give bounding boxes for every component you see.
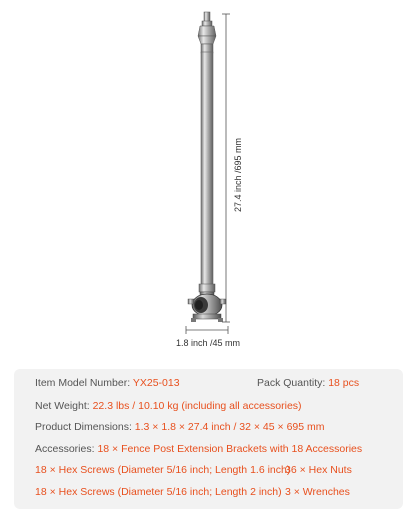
width-dimension-line [186, 326, 228, 334]
post-rod [201, 52, 213, 292]
product-dimensions-label: Product Dimensions: [35, 421, 132, 433]
bottom-clamp [188, 292, 226, 322]
product-dimensions-value: 1.3 × 1.8 × 27.4 inch / 32 × 45 × 695 mm [134, 421, 325, 433]
accessory-wrenches: 3 × Wrenches [285, 486, 350, 498]
accessories-label: Accessories: [35, 443, 95, 455]
net-weight-label: Net Weight: [35, 400, 90, 412]
item-model-label: Item Model Number: [35, 377, 131, 389]
specifications-panel [14, 369, 403, 509]
accessories-row [35, 443, 362, 456]
accessories-value: 18 × Fence Post Extension Brackets with 18 Accessories [97, 443, 363, 455]
product-dimensions-row [35, 421, 325, 434]
accessory-hex-screws-long: 18 × Hex Screws (Diameter 5/16 inch; Length 2 inch) [35, 486, 282, 498]
item-model-row [35, 377, 180, 390]
width-dimension-label: 1.8 inch /45 mm [176, 338, 241, 348]
pack-quantity-row [257, 377, 359, 390]
item-model-value: YX25-013 [132, 377, 180, 389]
pack-quantity-value: 18 pcs [328, 377, 360, 389]
top-bolt [198, 12, 216, 53]
net-weight-value: 22.3 lbs / 10.10 kg (including all accessories) [92, 400, 302, 412]
accessory-hex-screws-short: 18 × Hex Screws (Diameter 5/16 inch; Length 1.6 inch) [35, 464, 291, 476]
length-dimension-line [222, 14, 230, 322]
accessory-hex-nuts: 36 × Hex Nuts [285, 464, 352, 476]
net-weight-row [35, 400, 302, 413]
length-dimension-label: 27.4 inch /695 mm [233, 137, 243, 213]
pack-quantity-label: Pack Quantity: [257, 377, 326, 389]
